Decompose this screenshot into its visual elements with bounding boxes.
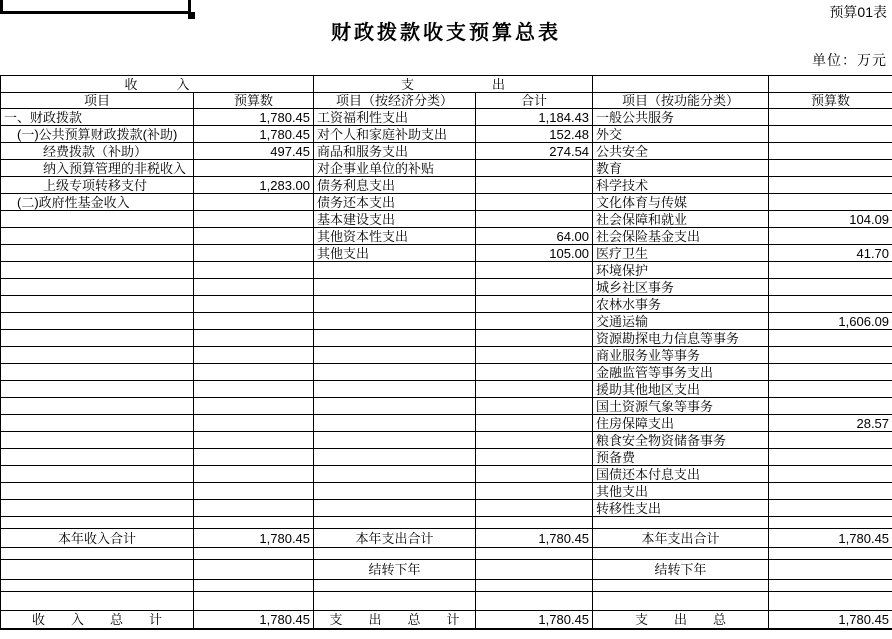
expense-econ-amount-cell[interactable] xyxy=(476,548,593,560)
table-row xyxy=(1,347,892,364)
income-item-cell[interactable] xyxy=(1,245,194,262)
expense-func-amount-cell[interactable] xyxy=(769,500,892,517)
expense-econ-amount-cell[interactable] xyxy=(476,160,593,177)
expense-func-item-cell[interactable]: 城乡社区事务 xyxy=(593,279,769,296)
expense-econ-amount-cell[interactable]: 64.00 xyxy=(476,228,593,245)
income-item-cell[interactable] xyxy=(1,432,194,449)
table-row xyxy=(1,611,892,629)
expense-econ-amount-cell[interactable] xyxy=(476,381,593,398)
expense-func-item-cell[interactable]: 转移性支出 xyxy=(593,500,769,517)
expense-func-item-cell[interactable]: 粮食安全物资储备事务 xyxy=(593,432,769,449)
income-item-cell[interactable] xyxy=(1,228,194,245)
table-row xyxy=(1,548,892,560)
expense-func-amount-cell[interactable] xyxy=(769,160,892,177)
expense-econ-item-cell[interactable]: 债务还本支出 xyxy=(314,194,476,211)
income-amount-cell[interactable] xyxy=(194,483,314,500)
income-item-cell[interactable] xyxy=(1,415,194,432)
expense-econ-amount-cell[interactable]: 105.00 xyxy=(476,245,593,262)
expense-func-item-cell[interactable]: 国债还本付息支出 xyxy=(593,466,769,483)
income-amount-cell[interactable] xyxy=(194,398,314,415)
income-item-cell[interactable] xyxy=(1,449,194,466)
table-row xyxy=(1,245,892,262)
table-row xyxy=(1,126,892,143)
income-item-cell[interactable]: (二)政府性基金收入 xyxy=(1,194,194,211)
expense-econ-item-cell[interactable] xyxy=(314,466,476,483)
column-header-row xyxy=(1,93,892,109)
income-amount-cell[interactable] xyxy=(194,313,314,330)
expense-func-amount-cell[interactable] xyxy=(769,398,892,415)
expense-func-item-cell[interactable]: 住房保障支出 xyxy=(593,415,769,432)
income-item-cell[interactable] xyxy=(1,296,194,313)
expense-total-header-cell[interactable]: 合计 xyxy=(476,93,593,109)
income-item-cell[interactable]: 本年收入合计 xyxy=(1,529,194,548)
table-row xyxy=(1,177,892,194)
expense-econ-amount-cell[interactable] xyxy=(476,211,593,228)
table-row xyxy=(1,279,892,296)
expense-econ-amount-cell[interactable] xyxy=(476,592,593,611)
form-number-label: 预算01表 xyxy=(829,4,887,20)
budget-table-body xyxy=(1,109,892,629)
table-row xyxy=(1,432,892,449)
expense-func-amount-cell[interactable] xyxy=(769,330,892,347)
expense-func-amount-cell[interactable]: 104.09 xyxy=(769,211,892,228)
empty-header-cell[interactable] xyxy=(593,76,769,93)
income-amount-cell[interactable] xyxy=(194,296,314,313)
income-amount-cell[interactable] xyxy=(194,415,314,432)
expense-econ-item-cell[interactable] xyxy=(314,296,476,313)
expense-econ-amount-cell[interactable] xyxy=(476,364,593,381)
page-title: 财政拨款收支预算总表 xyxy=(331,22,561,44)
expense-func-budget-header-cell[interactable]: 预算数 xyxy=(769,93,892,109)
income-amount-cell[interactable] xyxy=(194,194,314,211)
expense-func-item-cell[interactable] xyxy=(593,517,769,529)
expense-func-amount-cell[interactable] xyxy=(769,580,892,592)
table-row xyxy=(1,529,892,548)
income-item-header-cell[interactable]: 项目 xyxy=(1,93,194,109)
expense-func-item-cell[interactable]: 科学技术 xyxy=(593,177,769,194)
expense-func-item-cell[interactable]: 预备费 xyxy=(593,449,769,466)
income-amount-cell[interactable] xyxy=(194,449,314,466)
expense-econ-amount-cell[interactable] xyxy=(476,432,593,449)
table-row xyxy=(1,517,892,529)
income-amount-cell[interactable] xyxy=(194,517,314,529)
expense-func-amount-cell[interactable] xyxy=(769,109,892,126)
expense-func-item-cell[interactable]: 资源勘探电力信息等事务 xyxy=(593,330,769,347)
income-amount-cell[interactable] xyxy=(194,500,314,517)
table-row xyxy=(1,160,892,177)
income-amount-cell[interactable]: 1,283.00 xyxy=(194,177,314,194)
expense-econ-amount-cell[interactable]: 274.54 xyxy=(476,143,593,160)
income-item-cell[interactable] xyxy=(1,592,194,611)
expense-econ-item-cell[interactable]: 其他支出 xyxy=(314,245,476,262)
table-row xyxy=(1,449,892,466)
expense-group-header-cell[interactable]: 支 出 xyxy=(314,76,593,93)
expense-func-amount-cell[interactable] xyxy=(769,177,892,194)
income-item-cell[interactable] xyxy=(1,347,194,364)
expense-func-item-cell[interactable]: 教育 xyxy=(593,160,769,177)
income-item-cell[interactable] xyxy=(1,466,194,483)
expense-func-item-cell[interactable]: 医疗卫生 xyxy=(593,245,769,262)
expense-econ-item-cell[interactable] xyxy=(314,449,476,466)
income-amount-cell[interactable]: 1,780.45 xyxy=(194,611,314,629)
expense-econ-item-cell[interactable] xyxy=(314,592,476,611)
expense-econ-amount-cell[interactable] xyxy=(476,500,593,517)
table-row xyxy=(1,466,892,483)
expense-econ-item-cell[interactable]: 支 出 总 计 xyxy=(314,611,476,629)
expense-econ-item-cell[interactable] xyxy=(314,432,476,449)
expense-econ-amount-cell[interactable]: 1,780.45 xyxy=(476,529,593,548)
table-row xyxy=(1,262,892,279)
expense-func-item-cell[interactable]: 公共安全 xyxy=(593,143,769,160)
income-amount-cell[interactable] xyxy=(194,548,314,560)
income-item-cell[interactable]: 经费拨款（补助） xyxy=(1,143,194,160)
table-row xyxy=(1,483,892,500)
expense-func-amount-cell[interactable] xyxy=(769,517,892,529)
income-item-cell[interactable] xyxy=(1,262,194,279)
expense-func-amount-cell[interactable] xyxy=(769,548,892,560)
table-row xyxy=(1,330,892,347)
income-amount-cell[interactable] xyxy=(194,211,314,228)
table-row xyxy=(1,296,892,313)
expense-econ-item-cell[interactable] xyxy=(314,279,476,296)
expense-econ-amount-cell[interactable] xyxy=(476,415,593,432)
expense-econ-item-cell[interactable]: 其他资本性支出 xyxy=(314,228,476,245)
expense-func-item-cell[interactable]: 金融监管等事务支出 xyxy=(593,364,769,381)
expense-func-amount-cell[interactable] xyxy=(769,228,892,245)
empty-header-cell[interactable] xyxy=(769,76,892,93)
expense-func-amount-cell[interactable]: 1,606.09 xyxy=(769,313,892,330)
table-row xyxy=(1,364,892,381)
expense-func-amount-cell[interactable]: 1,780.45 xyxy=(769,611,892,629)
expense-econ-item-cell[interactable] xyxy=(314,364,476,381)
expense-econ-amount-cell[interactable] xyxy=(476,296,593,313)
expense-econ-item-cell[interactable]: 工资福利性支出 xyxy=(314,109,476,126)
income-item-cell[interactable] xyxy=(1,211,194,228)
budget-summary-table xyxy=(0,75,892,630)
income-item-cell[interactable] xyxy=(1,364,194,381)
income-amount-cell[interactable] xyxy=(194,381,314,398)
expense-func-item-cell[interactable]: 一般公共服务 xyxy=(593,109,769,126)
expense-econ-amount-cell[interactable] xyxy=(476,580,593,592)
expense-econ-item-cell[interactable] xyxy=(314,313,476,330)
expense-econ-amount-cell[interactable] xyxy=(476,262,593,279)
income-item-cell[interactable] xyxy=(1,560,194,580)
income-amount-cell[interactable]: 497.45 xyxy=(194,143,314,160)
expense-func-amount-cell[interactable] xyxy=(769,466,892,483)
expense-func-item-cell[interactable]: 社会保障和就业 xyxy=(593,211,769,228)
table-row xyxy=(1,381,892,398)
expense-econ-item-cell[interactable]: 商品和服务支出 xyxy=(314,143,476,160)
expense-econ-amount-cell[interactable] xyxy=(476,330,593,347)
expense-func-item-cell[interactable] xyxy=(593,592,769,611)
income-amount-cell[interactable] xyxy=(194,330,314,347)
expense-econ-item-cell[interactable]: 结转下年 xyxy=(314,560,476,580)
table-row xyxy=(1,211,892,228)
table-row xyxy=(1,560,892,580)
expense-func-amount-cell[interactable] xyxy=(769,483,892,500)
table-row xyxy=(1,592,892,611)
expense-econ-amount-cell[interactable] xyxy=(476,279,593,296)
table-row xyxy=(1,143,892,160)
expense-func-item-cell[interactable] xyxy=(593,548,769,560)
income-amount-cell[interactable] xyxy=(194,279,314,296)
expense-econ-amount-cell[interactable] xyxy=(476,449,593,466)
expense-econ-amount-cell[interactable] xyxy=(476,466,593,483)
expense-econ-item-cell[interactable]: 债务利息支出 xyxy=(314,177,476,194)
table-row xyxy=(1,500,892,517)
expense-func-item-header-cell[interactable]: 项目（按功能分类） xyxy=(593,93,769,109)
expense-econ-item-cell[interactable] xyxy=(314,548,476,560)
income-item-cell[interactable] xyxy=(1,500,194,517)
table-row xyxy=(1,313,892,330)
expense-econ-item-cell[interactable] xyxy=(314,398,476,415)
expense-econ-item-cell[interactable] xyxy=(314,381,476,398)
expense-func-amount-cell[interactable]: 41.70 xyxy=(769,245,892,262)
table-row xyxy=(1,228,892,245)
active-cell-selection-border[interactable] xyxy=(0,0,191,14)
income-amount-cell[interactable] xyxy=(194,228,314,245)
expense-func-item-cell[interactable]: 文化体育与传媒 xyxy=(593,194,769,211)
expense-func-amount-cell[interactable]: 28.57 xyxy=(769,415,892,432)
expense-func-amount-cell[interactable] xyxy=(769,279,892,296)
income-amount-cell[interactable]: 1,780.45 xyxy=(194,529,314,548)
expense-econ-amount-cell[interactable] xyxy=(476,177,593,194)
income-item-cell[interactable] xyxy=(1,313,194,330)
income-amount-cell[interactable] xyxy=(194,466,314,483)
income-item-cell[interactable] xyxy=(1,548,194,560)
expense-func-item-cell[interactable]: 社会保险基金支出 xyxy=(593,228,769,245)
income-amount-cell[interactable]: 1,780.45 xyxy=(194,126,314,143)
expense-econ-amount-cell[interactable] xyxy=(476,347,593,364)
income-item-cell[interactable]: 一、财政拨款 xyxy=(1,109,194,126)
table-row xyxy=(1,194,892,211)
expense-econ-amount-cell[interactable] xyxy=(476,560,593,580)
expense-func-amount-cell[interactable] xyxy=(769,126,892,143)
income-amount-cell[interactable] xyxy=(194,262,314,279)
expense-func-item-cell[interactable]: 交通运输 xyxy=(593,313,769,330)
expense-func-item-cell[interactable]: 外交 xyxy=(593,126,769,143)
expense-econ-item-cell[interactable] xyxy=(314,347,476,364)
income-amount-cell[interactable] xyxy=(194,364,314,381)
expense-func-amount-cell[interactable] xyxy=(769,143,892,160)
income-amount-cell[interactable] xyxy=(194,347,314,364)
expense-econ-item-cell[interactable] xyxy=(314,580,476,592)
expense-func-amount-cell[interactable] xyxy=(769,560,892,580)
expense-func-item-cell[interactable]: 结转下年 xyxy=(593,560,769,580)
expense-func-item-cell[interactable]: 本年支出合计 xyxy=(593,529,769,548)
table-row xyxy=(1,580,892,592)
table-row xyxy=(1,415,892,432)
income-item-cell[interactable] xyxy=(1,381,194,398)
income-item-cell[interactable] xyxy=(1,330,194,347)
income-amount-cell[interactable] xyxy=(194,560,314,580)
income-item-cell[interactable]: 上级专项转移支付 xyxy=(1,177,194,194)
expense-func-item-cell[interactable]: 支 出 总 xyxy=(593,611,769,629)
income-amount-cell[interactable] xyxy=(194,592,314,611)
expense-econ-item-cell[interactable] xyxy=(314,330,476,347)
expense-econ-item-header-cell[interactable]: 项目（按经济分类） xyxy=(314,93,476,109)
income-amount-cell[interactable] xyxy=(194,432,314,449)
group-header-row xyxy=(1,76,892,93)
expense-econ-amount-cell[interactable]: 152.48 xyxy=(476,126,593,143)
income-item-cell[interactable]: 纳入预算管理的非税收入 xyxy=(1,160,194,177)
income-item-cell[interactable] xyxy=(1,279,194,296)
expense-func-amount-cell[interactable] xyxy=(769,296,892,313)
expense-econ-amount-cell[interactable] xyxy=(476,398,593,415)
expense-func-item-cell[interactable]: 商业服务业等事务 xyxy=(593,347,769,364)
expense-econ-item-cell[interactable] xyxy=(314,500,476,517)
table-row xyxy=(1,109,892,126)
expense-econ-amount-cell[interactable] xyxy=(476,517,593,529)
expense-func-amount-cell[interactable] xyxy=(769,381,892,398)
income-item-cell[interactable]: 收 入 总 计 xyxy=(1,611,194,629)
expense-econ-item-cell[interactable]: 基本建设支出 xyxy=(314,211,476,228)
expense-econ-amount-cell[interactable] xyxy=(476,313,593,330)
expense-func-item-cell[interactable]: 环境保护 xyxy=(593,262,769,279)
income-item-cell[interactable]: (一)公共预算财政拨款(补助) xyxy=(1,126,194,143)
unit-label: 单位：万元 xyxy=(812,52,887,68)
income-group-header-cell[interactable]: 收 入 xyxy=(1,76,314,93)
expense-econ-item-cell[interactable] xyxy=(314,517,476,529)
income-item-cell[interactable] xyxy=(1,398,194,415)
expense-econ-item-cell[interactable]: 对企事业单位的补贴 xyxy=(314,160,476,177)
income-budget-header-cell[interactable]: 预算数 xyxy=(194,93,314,109)
expense-func-amount-cell[interactable] xyxy=(769,194,892,211)
income-item-cell[interactable] xyxy=(1,580,194,592)
expense-econ-amount-cell[interactable] xyxy=(476,483,593,500)
expense-func-item-cell[interactable]: 农林水事务 xyxy=(593,296,769,313)
expense-func-amount-cell[interactable] xyxy=(769,262,892,279)
expense-func-amount-cell[interactable] xyxy=(769,449,892,466)
expense-func-item-cell[interactable]: 援助其他地区支出 xyxy=(593,381,769,398)
income-amount-cell[interactable] xyxy=(194,160,314,177)
expense-econ-amount-cell[interactable] xyxy=(476,194,593,211)
income-item-cell[interactable] xyxy=(1,483,194,500)
expense-func-item-cell[interactable]: 其他支出 xyxy=(593,483,769,500)
expense-func-amount-cell[interactable] xyxy=(769,364,892,381)
expense-econ-item-cell[interactable] xyxy=(314,415,476,432)
expense-econ-amount-cell[interactable]: 1,780.45 xyxy=(476,611,593,629)
income-amount-cell[interactable] xyxy=(194,245,314,262)
expense-econ-item-cell[interactable] xyxy=(314,483,476,500)
expense-econ-amount-cell[interactable]: 1,184.43 xyxy=(476,109,593,126)
expense-func-item-cell[interactable]: 国土资源气象等事务 xyxy=(593,398,769,415)
expense-econ-item-cell[interactable] xyxy=(314,262,476,279)
expense-econ-item-cell[interactable]: 本年支出合计 xyxy=(314,529,476,548)
expense-func-amount-cell[interactable] xyxy=(769,347,892,364)
income-item-cell[interactable] xyxy=(1,517,194,529)
table-row xyxy=(1,398,892,415)
income-amount-cell[interactable] xyxy=(194,580,314,592)
expense-func-item-cell[interactable] xyxy=(593,580,769,592)
income-amount-cell[interactable]: 1,780.45 xyxy=(194,109,314,126)
expense-func-amount-cell[interactable] xyxy=(769,592,892,611)
expense-econ-item-cell[interactable]: 对个人和家庭补助支出 xyxy=(314,126,476,143)
expense-func-amount-cell[interactable]: 1,780.45 xyxy=(769,529,892,548)
expense-func-amount-cell[interactable] xyxy=(769,432,892,449)
